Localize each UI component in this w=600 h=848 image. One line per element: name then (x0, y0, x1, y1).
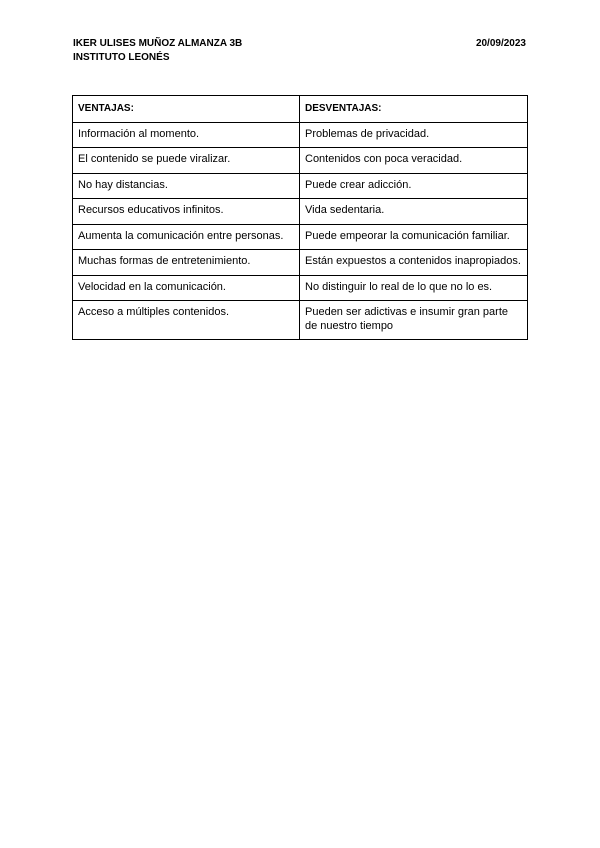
advantage-cell: Velocidad en la comunicación. (73, 275, 300, 301)
table-row (73, 301, 528, 340)
advantage-cell: Información al momento. (73, 122, 300, 148)
advantages-header: VENTAJAS: (73, 96, 300, 123)
advantage-cell: El contenido se puede viralizar. (73, 148, 300, 174)
student-name: IKER ULISES MUÑOZ ALMANZA 3B (73, 38, 243, 49)
disadvantage-cell: Problemas de privacidad. (300, 122, 528, 148)
advantage-cell: No hay distancias. (73, 173, 300, 199)
disadvantage-cell: Puede empeorar la comunicación familiar. (300, 224, 528, 250)
advantage-cell: Recursos educativos infinitos. (73, 199, 300, 225)
table-row (73, 199, 528, 225)
disadvantage-cell: Pueden ser adictivas e insumir gran parte de nuestro tiempo (300, 301, 528, 340)
school-name: INSTITUTO LEONÉS (73, 52, 170, 63)
table-row (73, 275, 528, 301)
advantage-cell: Aumenta la comunicación entre personas. (73, 224, 300, 250)
disadvantage-cell: Están expuestos a contenidos inapropiados. (300, 250, 528, 276)
document-date: 20/09/2023 (475, 38, 526, 49)
disadvantage-cell: Contenidos con poca veracidad. (300, 148, 528, 174)
disadvantage-cell: No distinguir lo real de lo que no lo es. (300, 275, 528, 301)
author-block (73, 37, 242, 65)
disadvantages-header: DESVENTAJAS: (300, 96, 528, 123)
table-row (73, 250, 528, 276)
advantage-cell: Acceso a múltiples contenidos. (73, 301, 300, 340)
advantage-cell: Muchas formas de entretenimiento. (73, 250, 300, 276)
disadvantage-cell: Vida sedentaria. (300, 199, 528, 225)
disadvantage-cell: Puede crear adicción. (300, 173, 528, 199)
advantages-disadvantages-table (72, 95, 528, 340)
table-row (73, 122, 528, 148)
table-row (73, 224, 528, 250)
table-row (73, 148, 528, 174)
table-header-row (73, 96, 528, 123)
table-row (73, 173, 528, 199)
